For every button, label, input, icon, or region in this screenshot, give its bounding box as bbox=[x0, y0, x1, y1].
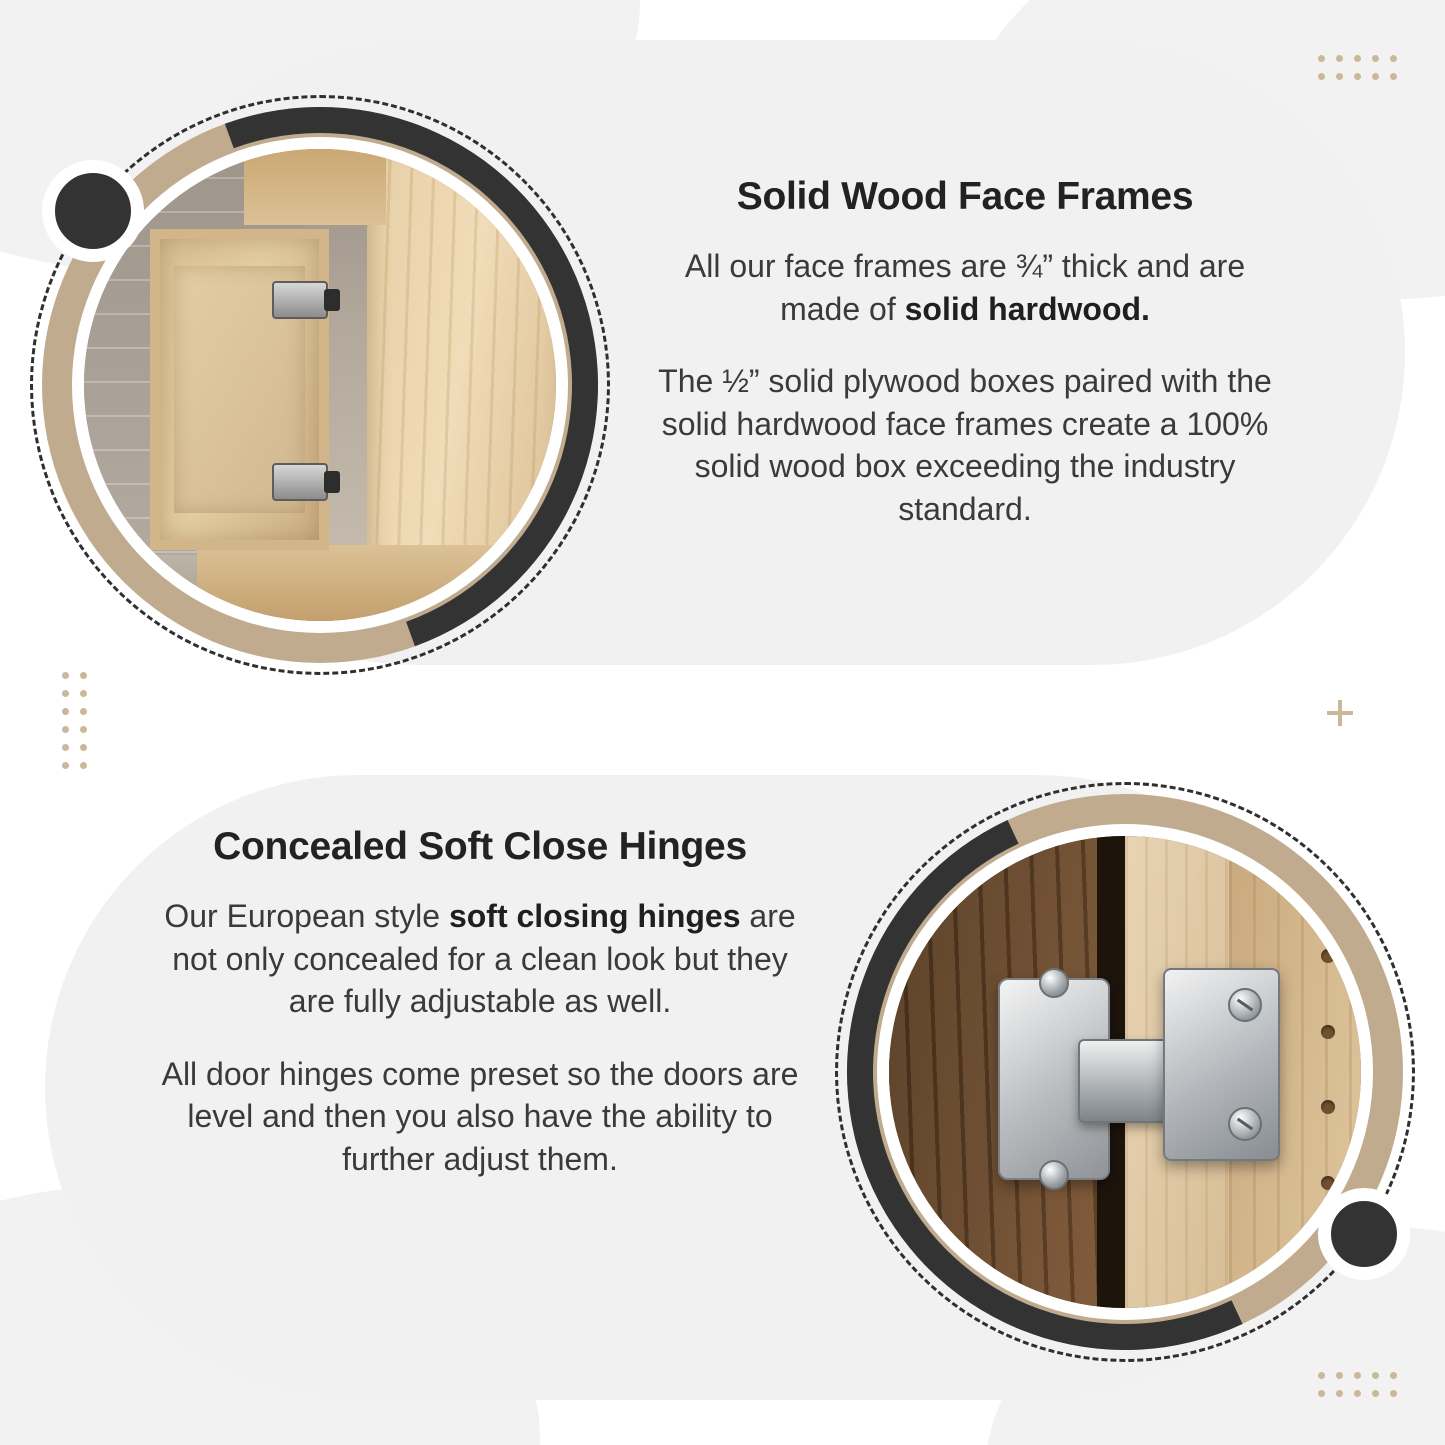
shelf-pin-hole bbox=[1321, 1025, 1335, 1039]
hinge-photo-badge bbox=[835, 782, 1415, 1362]
face-frames-paragraph-1 bbox=[655, 245, 1275, 330]
face-frames-paragraph-2: The ½” solid plywood boxes paired with the solid hardwood face frames create a 100% solid wood box exceeding the industry standard. bbox=[658, 363, 1272, 527]
adjustment-screw bbox=[1228, 1107, 1262, 1141]
hinge-photo bbox=[889, 836, 1361, 1308]
shelf-pin-hole bbox=[1321, 1100, 1335, 1114]
hinge-mounting-plate bbox=[1163, 968, 1280, 1161]
hinges-heading: Concealed Soft Close Hinges bbox=[213, 825, 747, 868]
hinges-paragraph-1 bbox=[160, 895, 800, 1023]
face-frame-photo bbox=[84, 149, 556, 621]
dot-grid-bottom-right bbox=[1318, 1372, 1397, 1397]
face-frames-heading: Solid Wood Face Frames bbox=[736, 175, 1194, 218]
hinge-upper bbox=[272, 281, 328, 319]
hinges-para1-prefix: Our European style bbox=[164, 898, 449, 934]
cabinet-face-frame-illustration bbox=[84, 149, 556, 621]
hinges-text-block bbox=[160, 825, 800, 1180]
cabinet-door bbox=[150, 229, 329, 550]
face-frames-emphasis: solid hardwood. bbox=[904, 290, 1150, 327]
hinge-lower bbox=[272, 463, 328, 501]
cabinet-top-rail bbox=[244, 149, 386, 225]
dot-grid-middle-left bbox=[62, 672, 87, 769]
accent-dot-bottom-right bbox=[1318, 1188, 1410, 1280]
shelf-pin-hole bbox=[1321, 1176, 1335, 1190]
hinges-para1-suffix: are not only concealed for a clean look but they are fully adjustable as well. bbox=[172, 898, 796, 1020]
hinges-emphasis: soft closing hinges bbox=[448, 898, 741, 934]
cabinet-bottom-rail bbox=[197, 545, 509, 621]
cabinet-plywood-side bbox=[367, 149, 556, 564]
face-frames-para1-text: All our face frames are ¾” thick and are made of bbox=[684, 248, 1246, 327]
plus-decor-icon bbox=[1327, 700, 1353, 726]
shelf-pin-hole bbox=[1321, 949, 1335, 963]
accent-dot-top-left bbox=[42, 160, 144, 262]
concealed-hinge-illustration bbox=[889, 836, 1361, 1308]
face-frames-text-block bbox=[655, 175, 1275, 530]
adjustment-screw bbox=[1228, 988, 1262, 1022]
dot-grid-top-right bbox=[1318, 55, 1397, 80]
hinges-paragraph-2: All door hinges come preset so the doors are level and then you also have the ability to further adjust them. bbox=[161, 1055, 799, 1177]
